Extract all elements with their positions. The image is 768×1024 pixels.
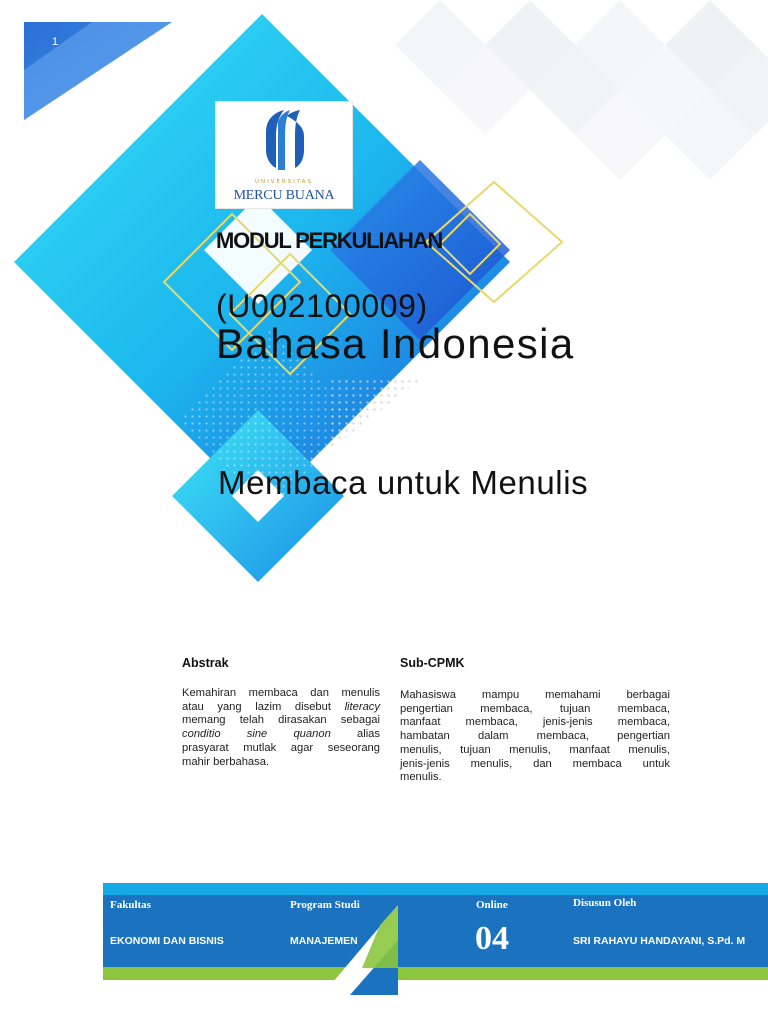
- university-emblem-icon: [260, 110, 308, 176]
- logo-name: MERCU BUANA: [233, 188, 335, 203]
- online-number: 04: [475, 920, 509, 957]
- abstract-line: [182, 701, 380, 715]
- module-label: MODUL PERKULIAHAN: [216, 228, 443, 253]
- faculty-label: Fakultas: [110, 899, 151, 911]
- abstract-text: conditio sine quanon: [182, 728, 331, 741]
- logo-subtitle: UNIVERSITAS: [254, 179, 314, 185]
- sub-cpmk-text: manfaat membaca, jenis-jenis membaca,: [400, 716, 670, 729]
- sub-cpmk-line: [400, 689, 670, 703]
- abstract-text: [182, 687, 380, 769]
- course-code: (U002100009): [216, 288, 428, 324]
- abstract-text: memang telah dirasakan sebagai: [182, 714, 380, 727]
- abstract-line: [182, 742, 380, 756]
- course-title: Bahasa Indonesia: [216, 320, 575, 367]
- dot-pattern-2: [330, 380, 420, 450]
- abstract-line: [182, 728, 380, 742]
- sub-cpmk-text: pengertian membaca, tujuan membaca,: [400, 702, 670, 715]
- sub-cpmk-heading: Sub-CPMK: [400, 656, 465, 670]
- module-title: Membaca untuk Menulis: [218, 464, 589, 501]
- abstract-text: mahir berbahasa.: [182, 755, 270, 768]
- abstract-text: Kemahiran membaca dan menulis: [182, 687, 380, 699]
- abstract-line: [182, 687, 380, 701]
- sub-cpmk-line: [400, 730, 670, 744]
- page-number: 1: [52, 36, 59, 48]
- sub-cpmk-line: [400, 744, 670, 758]
- author-value: SRI RAHAYU HANDAYANI, S.Pd. M: [573, 935, 746, 947]
- grey-pattern: [395, 0, 768, 180]
- abstract-text: alias: [330, 728, 380, 741]
- sub-cpmk-text: menulis, tujuan menulis, manfaat menulis,: [400, 743, 670, 756]
- abstract-text: literacy: [344, 700, 380, 713]
- sub-cpmk-text: jenis-jenis menulis, dan membaca untuk: [400, 757, 670, 770]
- author-label: Disusun Oleh: [573, 897, 637, 909]
- sub-cpmk-line: [400, 716, 670, 730]
- abstract-heading: Abstrak: [182, 656, 229, 670]
- abstract-line: [182, 756, 380, 770]
- study-program-value: MANAJEMEN: [290, 935, 358, 947]
- faculty-value: EKONOMI DAN BISNIS: [110, 935, 224, 947]
- university-logo: [216, 102, 352, 208]
- sub-cpmk-line: [400, 703, 670, 717]
- sub-cpmk-line: [400, 771, 670, 785]
- sub-cpmk-text: hambatan dalam membaca, pengertian: [400, 730, 670, 743]
- abstract-text: atau yang lazim disebut: [182, 700, 345, 713]
- sub-cpmk-text: menulis.: [400, 771, 442, 784]
- online-label: Online: [476, 899, 508, 911]
- study-program-label: Program Studi: [290, 899, 360, 911]
- sub-cpmk-text: [400, 689, 670, 785]
- sub-cpmk-text: Mahasiswa mampu memahami berbagai: [400, 689, 670, 701]
- sub-cpmk-line: [400, 758, 670, 772]
- abstract-text: prasyarat mutlak agar seseorang: [182, 741, 380, 754]
- abstract-line: [182, 714, 380, 728]
